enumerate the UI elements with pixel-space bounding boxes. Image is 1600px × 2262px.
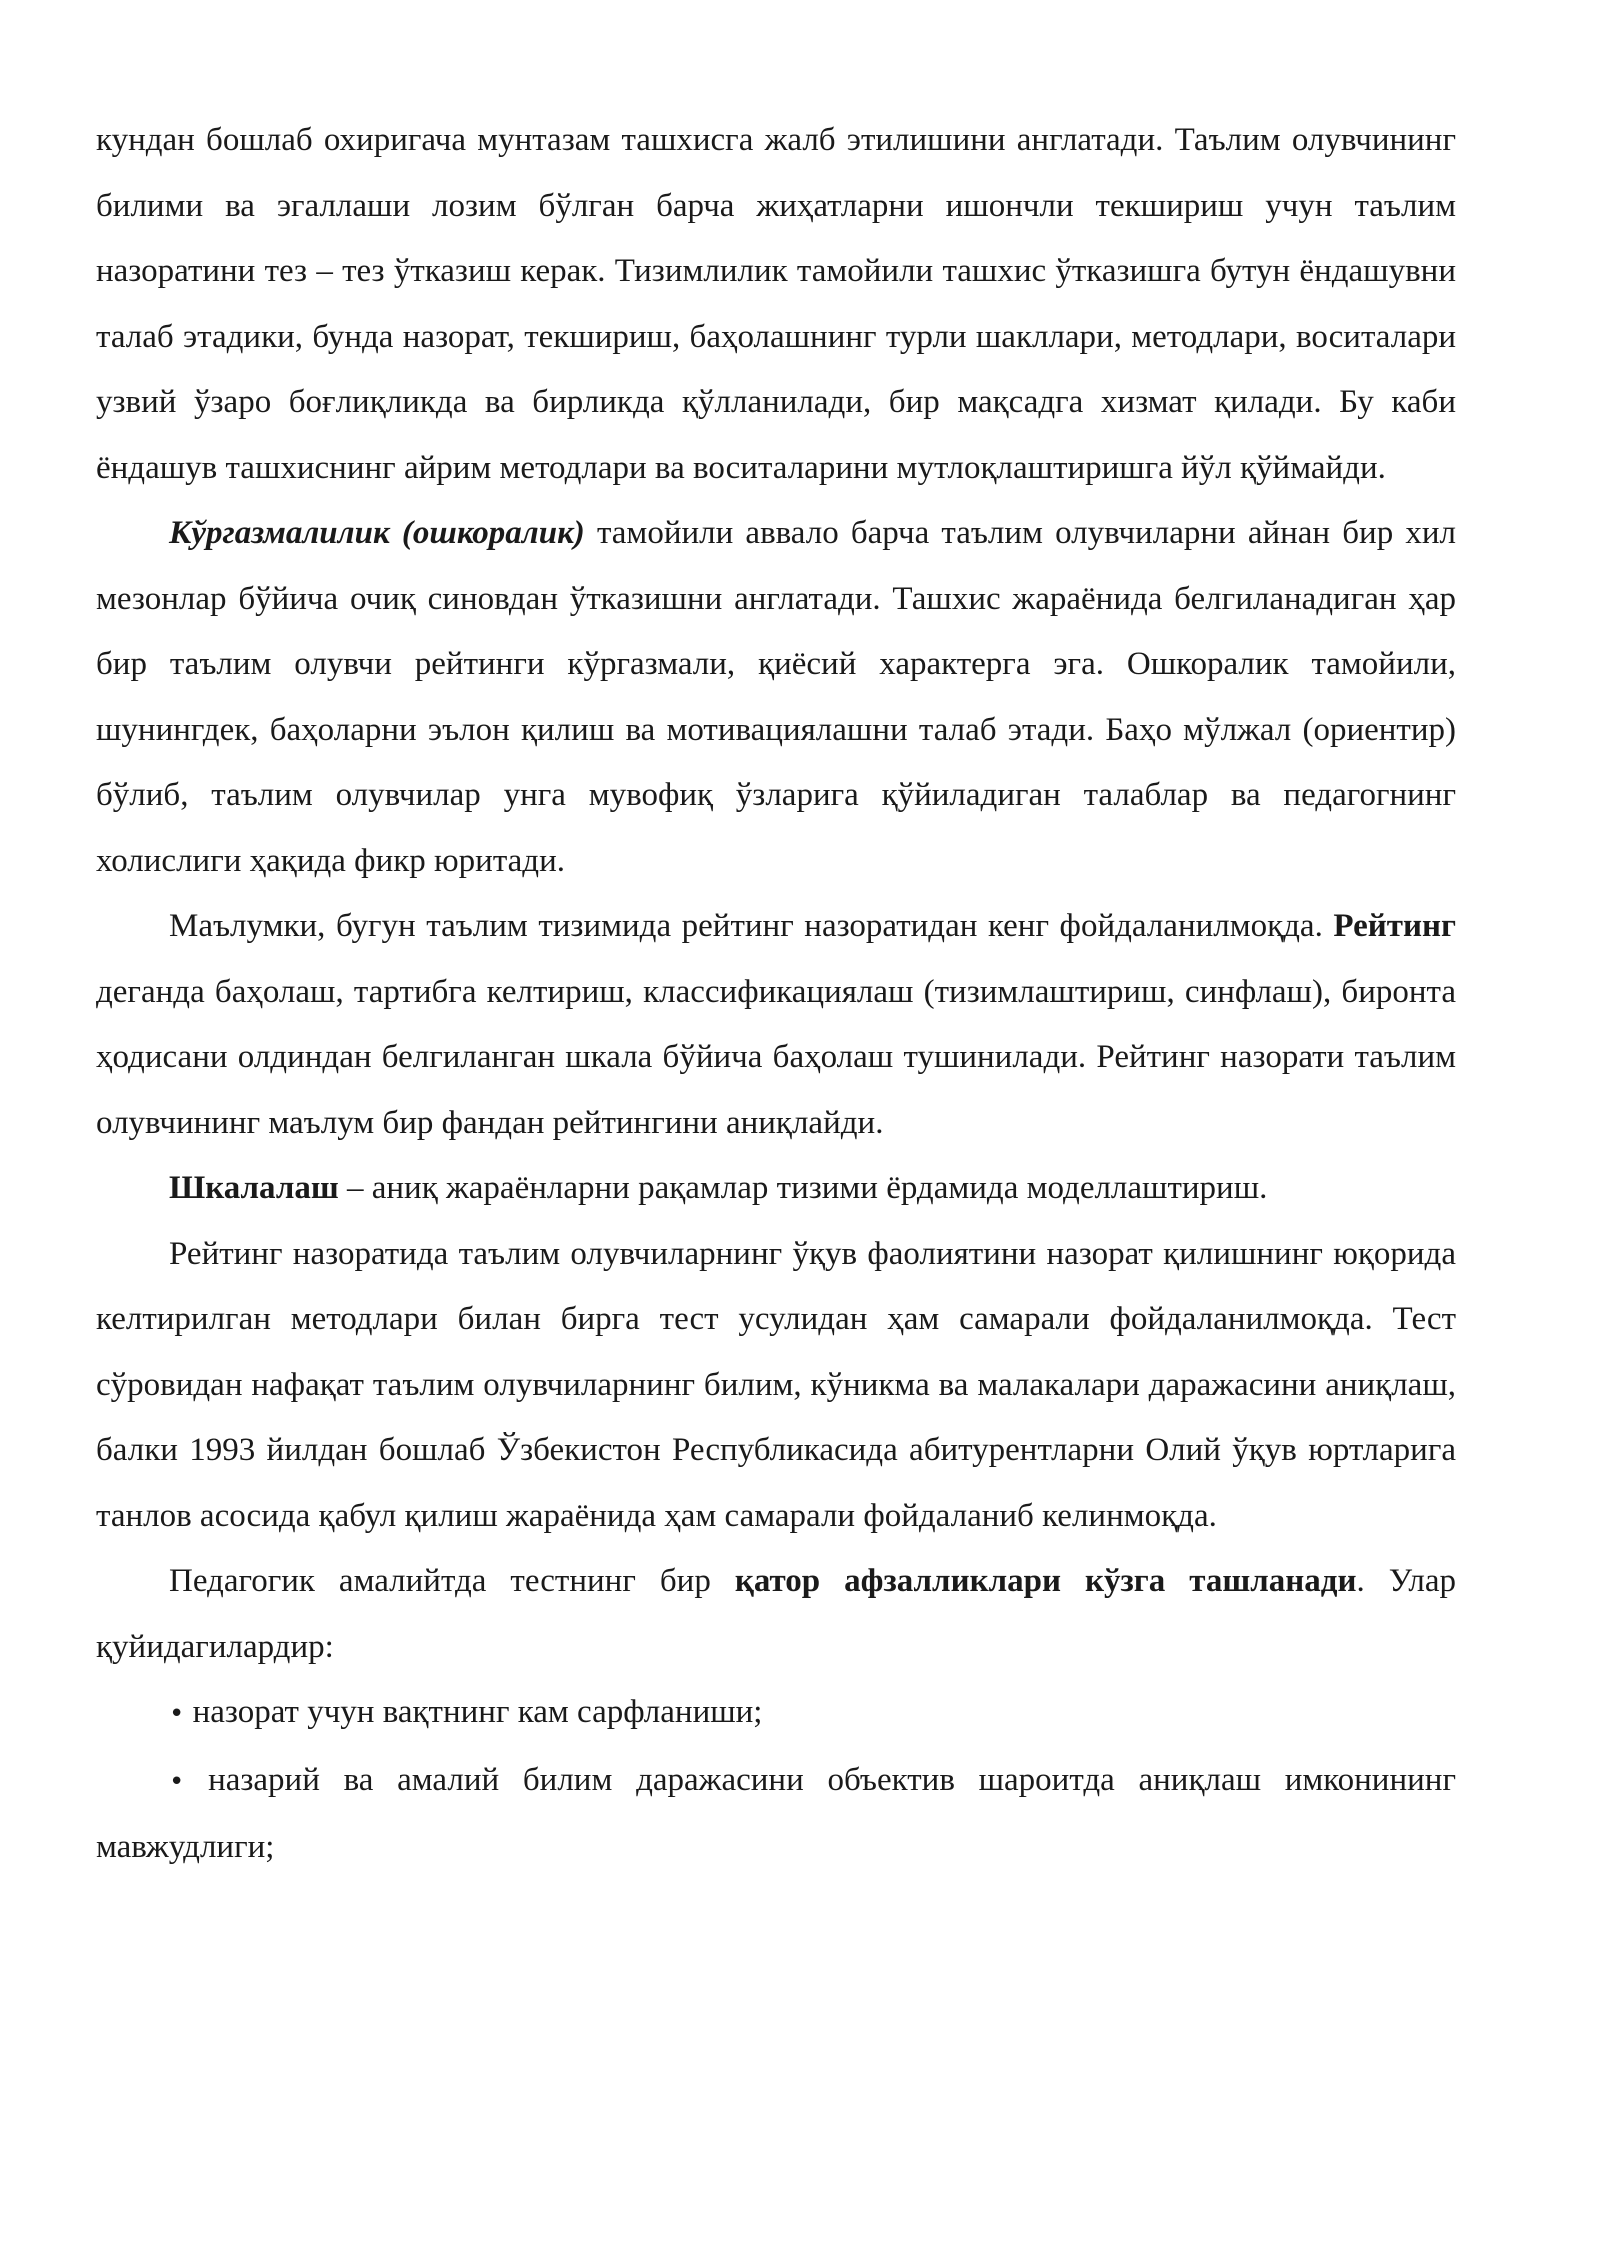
paragraph-5: Рейтинг назоратида таълим олувчиларнинг ўқув фаолиятини назорат қилишнинг юқорида келтирилган методлари билан бирга тест усулидан ҳам самарали фойдаланилмоқда. Тест сўровидан нафақат таълим олувчиларнинг билим, кўникма ва малакалари даражасини аниқлаш, балки 1993 йилдан бошлаб Ўзбекистон Республикасида абитурентларни Олий ўқув юртларига танлов асосида қабул қилиш жараёнида ҳам самарали фойдаланиб келинмоқда. (96, 1235, 1456, 1534)
paragraph-3-text: деганда баҳолаш, тартибга келтириш, классификациялаш (тизимлаштириш, синфлаш), биронта ҳодисани олдиндан белгиланган шкала бўйича баҳолаш тушинилади. Рейтинг назорати таълим олувчининг маълум бир фандан рейтингини аниқлайди. (96, 973, 1456, 1141)
bullet-item-1-text: назорат учун вақтнинг кам сарфланиши; (184, 1694, 763, 1730)
bullet-icon: • (169, 1766, 185, 1797)
term-kurgazmalilik: Кўргазмалилик (ошкоралик) (169, 515, 585, 551)
paragraph-2-text: тамойили аввало барча таълим олувчиларни айнан бир хил мезонлар бўйича очиқ синовдан ўтказишни англатади. Ташхис жараёнида белгиланадиган ҳар бир таълим олувчи рейтинги кўргазмали, қиёсий характерга эга. Ошкоралик тамойили, шунингдек, баҳоларни эълон қилиш ва мотивациялашни талаб этади. Баҳо мўлжал (ориентир) бўлиб, таълим олувчилар унга мувофиқ ўзларига қўйиладиган талаблар ва педагогнинг холислиги ҳақида фикр юритади. (96, 515, 1457, 879)
bullet-item-2 (96, 1748, 1456, 1881)
term-afzalliklar: қатор афзалликлари кўзга ташланади (734, 1563, 1357, 1599)
bullet-item-1 (96, 1680, 1456, 1748)
term-shkalalash: Шкалалаш (169, 1170, 339, 1206)
paragraph-4 (96, 1156, 1456, 1222)
document-page (96, 108, 1456, 1881)
paragraph-4-text: – аниқ жараёнларни рақамлар тизими ёрдамида моделлаштириш. (338, 1170, 1268, 1206)
term-reyting: Рейтинг (1333, 908, 1456, 944)
paragraph-6-post: . Улар қуйидагилардир: (96, 1563, 1457, 1665)
paragraph-6 (96, 1549, 1456, 1680)
paragraph-3 (96, 894, 1456, 1156)
paragraph-6-pre: Педагогик амалийтда тестнинг бир (169, 1563, 735, 1599)
paragraph-3-pre: Маълумки, бугун таълим тизимида рейтинг назоратидан кенг фойдаланилмоқда. (169, 908, 1334, 944)
bullet-item-2-text: назарий ва амалий билим даражасини объектив шароитда аниқлаш имконининг мавжудлиги; (96, 1761, 1456, 1865)
bullet-icon: • (169, 1699, 185, 1729)
paragraph-1: кундан бошлаб охиригача мунтазам ташхисга жалб этилишини англатади. Таълим олувчининг билими ва эгаллаши лозим бўлган барча жиҳатларни ишончли текшириш учун таълим назоратини тез – тез ўтказиш керак. Тизимлилик тамойили ташхис ўтказишга бутун ёндашувни талаб этадики, бунда назорат, текшириш, баҳолашнинг турли шакллари, методлари, воситалари узвий ўзаро боғлиқликда ва бирликда қўлланилади, бир мақсадга хизмат қилади. Бу каби ёндашув ташхиснинг айрим методлари ва воситаларини мутлоқлаштиришга йўл қўймайди. (96, 122, 1456, 486)
paragraph-2 (96, 501, 1456, 894)
